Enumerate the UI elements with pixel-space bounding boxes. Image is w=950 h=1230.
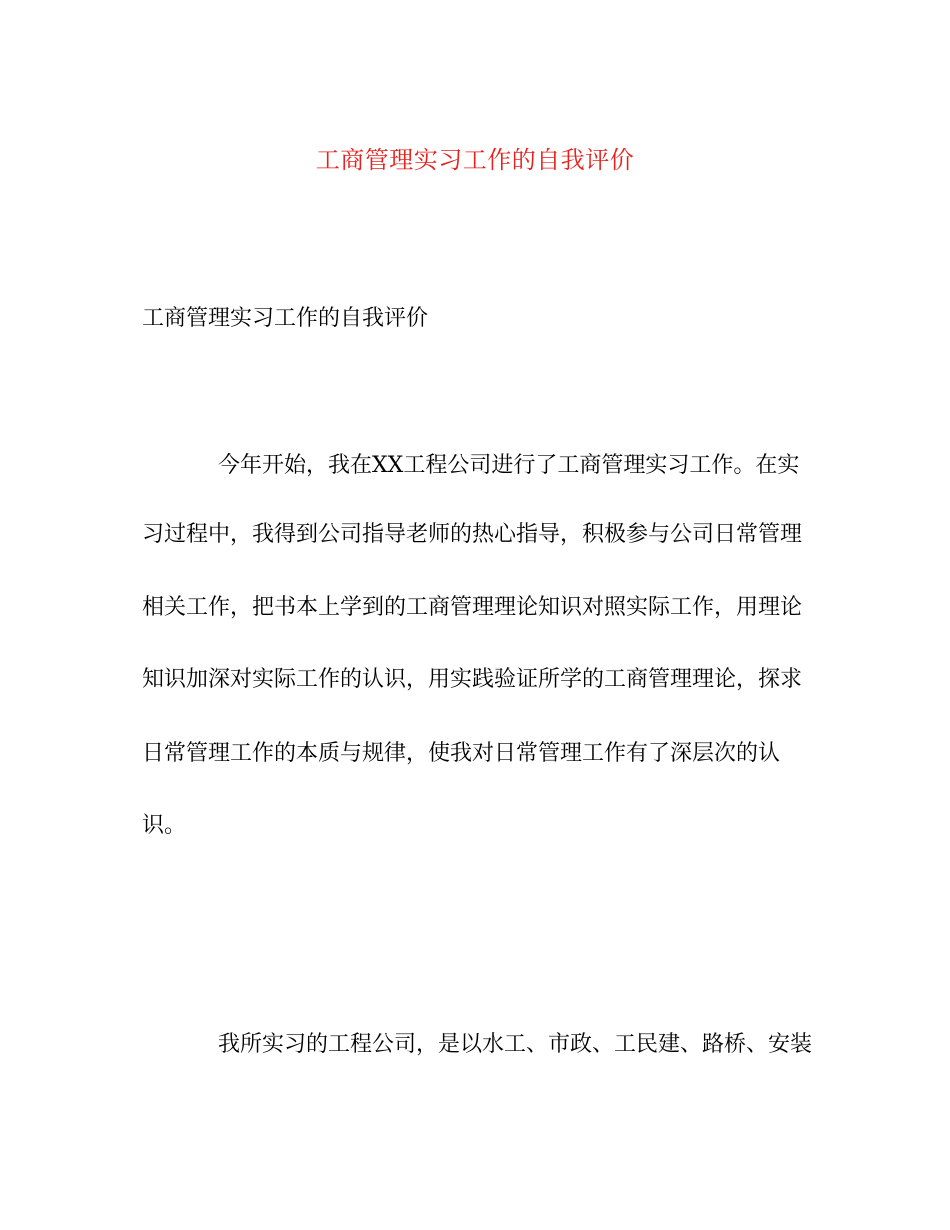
paragraph-1-line-2: 习过程中，我得到公司指导老师的热心指导，积极参与公司日常管理 (142, 522, 803, 547)
paragraph-1-line-4: 知识加深对实际工作的认识，用实践验证所学的工商管理理论，探求 (142, 667, 803, 692)
paragraph-1-line-1: 今年开始，我在XX工程公司进行了工商管理实习工作。在实 (218, 453, 800, 478)
document-subtitle: 工商管理实习工作的自我评价 (142, 306, 429, 331)
paragraph-1-line-3: 相关工作，把书本上学到的工商管理理论知识对照实际工作，用理论 (142, 595, 803, 620)
document-title: 工商管理实习工作的自我评价 (315, 146, 635, 174)
paragraph-2-line-1: 我所实习的工程公司，是以水工、市政、工民建、路桥、安装 (218, 1032, 813, 1057)
paragraph-1-line-6: 识。 (142, 813, 187, 838)
paragraph-1-line-5: 日常管理工作的本质与规律，使我对日常管理工作有了深层次的认 (142, 741, 781, 766)
